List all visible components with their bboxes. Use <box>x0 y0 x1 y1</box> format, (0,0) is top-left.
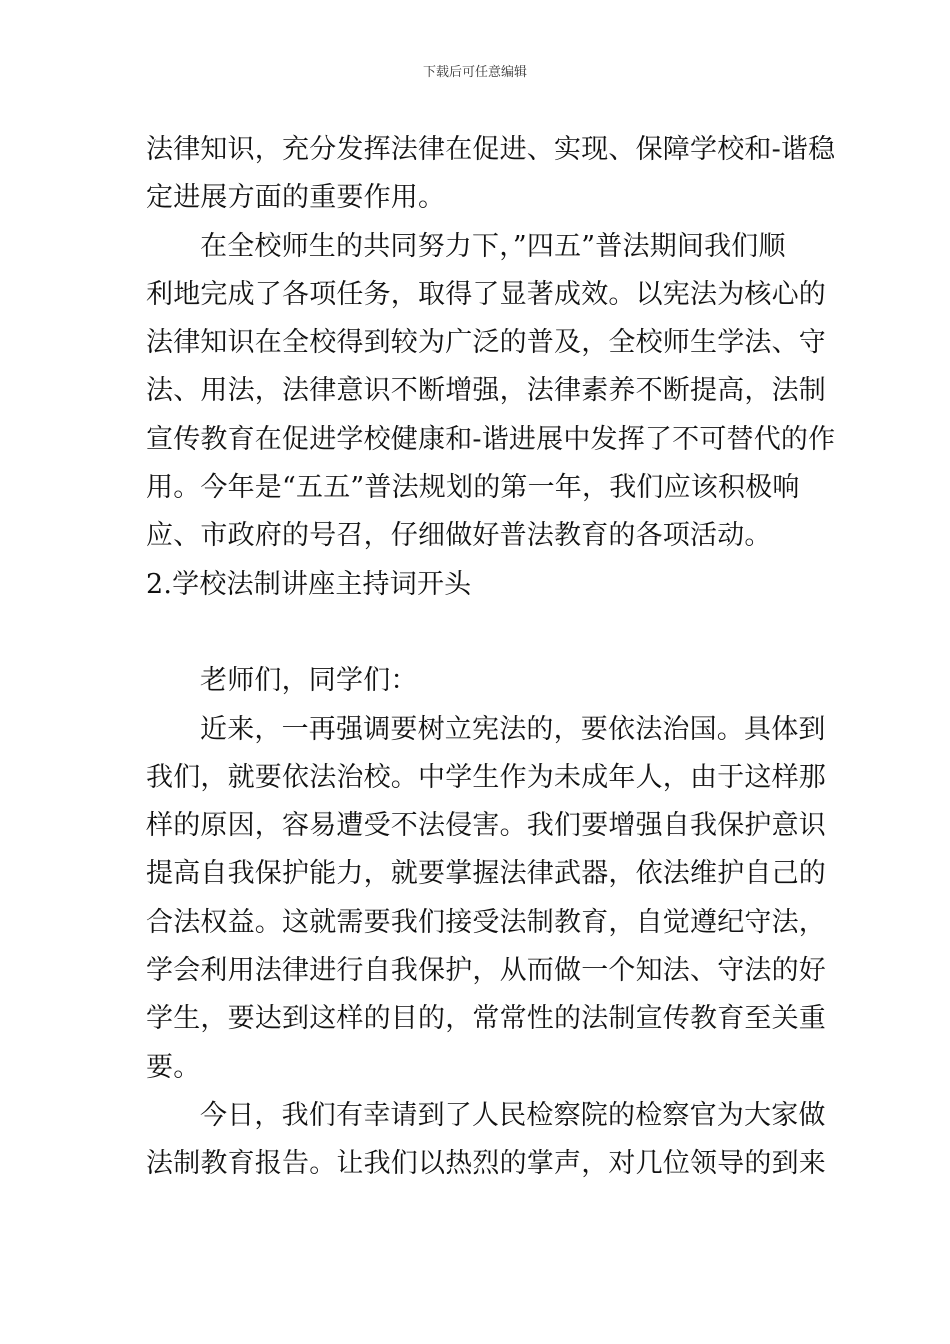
salutation: 老师们，同学们： <box>200 665 418 697</box>
text-line: 法制教育报告。让我们以热烈的掌声，对几位领导的到来 <box>146 1148 826 1180</box>
text-line: 法律知识，充分发挥法律在促进、实现、保障学校和-谐稳 <box>146 134 836 165</box>
text-line: 要。 <box>146 1051 201 1083</box>
text-line: 学会利用法律进行自我保护，从而做一个知法、守法的好 <box>146 955 826 987</box>
text-line: 法、用法，法律意识不断增强，法律素养不断提高，法制 <box>146 375 826 407</box>
document-body <box>146 126 836 1189</box>
text-line: 定进展方面的重要作用。 <box>146 182 446 214</box>
text-line: 我们，就要依法治校。中学生作为未成年人，由于这样那 <box>146 761 826 793</box>
text-line: 法律知识在全校得到较为广泛的普及，全校师生学法、守 <box>146 327 826 359</box>
section-heading: 2.学校法制讲座主持词开头 <box>146 568 472 600</box>
text-line: 合法权益。这就需要我们接受法制教育，自觉遵纪守法， <box>146 906 826 938</box>
text-line: 提高自我保护能力，就要掌握法律武器，依法维护自己的 <box>146 858 826 890</box>
text-line: 在全校师生的共同努力下，”四五”普法期间我们顺 <box>200 230 786 262</box>
page-header: 下载后可任意编辑 <box>422 65 527 80</box>
text-line: 样的原因，容易遭受不法侵害。我们要增强自我保护意识 <box>146 810 826 842</box>
text-line: 学生，要达到这样的目的，常常性的法制宣传教育至关重 <box>146 1003 826 1035</box>
text-line: 今日，我们有幸请到了人民检察院的检察官为大家做 <box>200 1099 826 1131</box>
text-line: 近来，一再强调要树立宪法的，要依法治国。具体到 <box>200 713 826 745</box>
text-line: 用。今年是“五五”普法规划的第一年，我们应该积极响 <box>146 472 800 504</box>
text-line: 利地完成了各项任务，取得了显著成效。以宪法为核心的 <box>146 278 826 310</box>
text-line: 应、市政府的号召，仔细做好普法教育的各项活动。 <box>146 520 772 552</box>
text-line: 宣传教育在促进学校健康和-谐进展中发挥了不可替代的作 <box>146 423 836 455</box>
blank-line <box>146 609 811 657</box>
